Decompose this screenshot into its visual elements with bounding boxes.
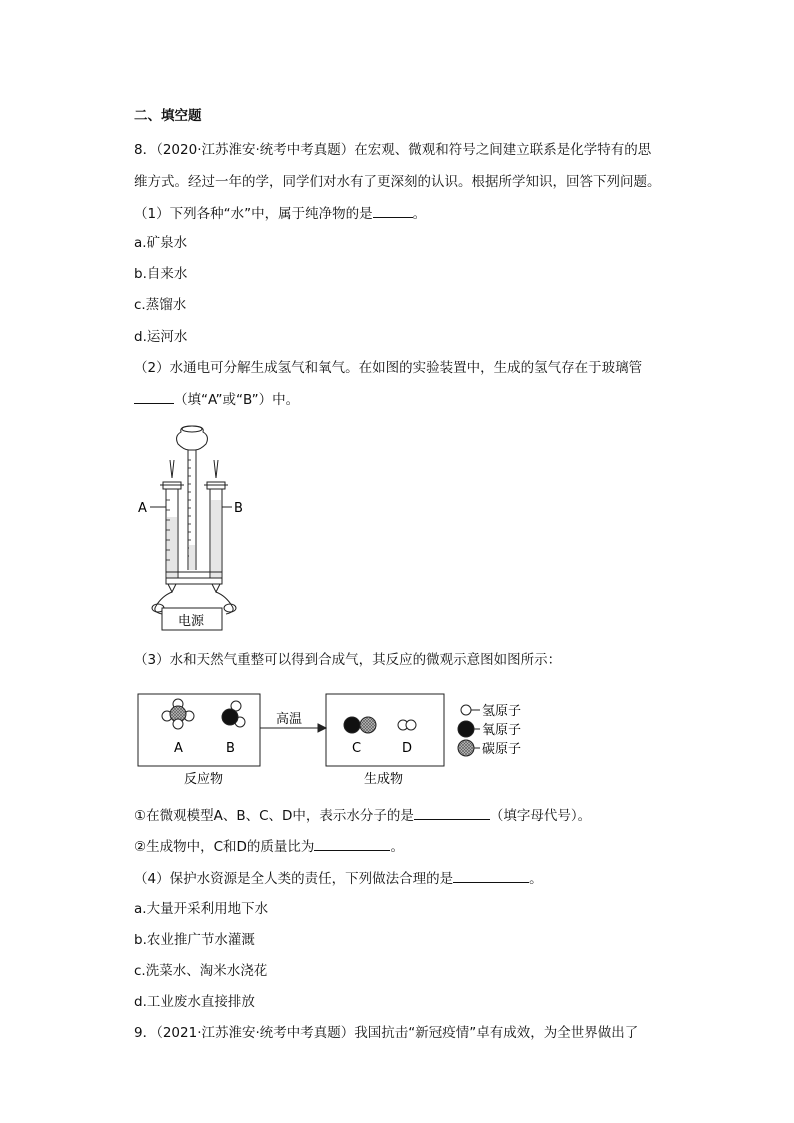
q8-part3-text: （3）水和天然气重整可以得到合成气，其反应的微观示意图如图所示： [134,652,562,668]
product-d-label: D [402,741,413,756]
q8-part2-text: （填“A”或“B”）中。 [174,392,300,408]
q8-part3-1-text: ①在微观模型A、B、C、D中，表示水分子的是 [134,808,414,824]
q8-part3-1 [134,805,591,826]
reactant-b-label: B [226,741,235,756]
q8-part1-text: （1）下列各种“水”中，属于纯净物的是 [134,206,373,222]
q8-part2-line1: （2）水通电可分解生成氢气和氧气。在如图的实验装置中，生成的氢气存在于玻璃管 [134,360,643,376]
option-d: d.运河水 [134,329,188,345]
tube-a-label: A [138,501,147,516]
answer-blank[interactable] [453,868,529,883]
option-b: b.农业推广节水灌溉 [134,932,255,948]
legend-hydrogen: 氢原子 [482,704,522,719]
answer-blank[interactable] [414,805,490,820]
option-b: b.自来水 [134,266,188,282]
q8-part1-end: 。 [412,206,427,222]
q8-part4-text: （4）保护水资源是全人类的责任，下列做法合理的是 [134,871,454,887]
reaction-condition: 高温 [276,712,303,727]
power-supply-label: 电源 [178,614,205,629]
q8-part2-line2 [134,389,299,410]
option-c: c.蒸馏水 [134,297,187,313]
q9-intro-line1: 9．（2021·江苏淮安·统考中考真题）我国抗击“新冠疫情”卓有成效，为全世界做出了 [134,1025,639,1041]
reactant-a-label: A [174,741,183,756]
option-c: c.洗菜水、淘米水浇花 [134,963,268,979]
answer-blank[interactable] [314,836,390,851]
option-a: a.大量开采利用地下水 [134,901,269,917]
option-a: a.矿泉水 [134,235,188,251]
q8-part3-1-end: （填字母代号）。 [489,808,592,824]
electrolysis-apparatus-diagram [132,420,252,635]
q8-part1 [134,203,426,224]
q8-intro-line1: 8．（2020·江苏淮安·统考中考真题）在宏观、微观和符号之间建立联系是化学特有的思 [134,142,652,158]
q8-part3-2-text: ②生成物中，C和D的质量比为 [134,839,315,855]
products-caption: 生成物 [364,772,404,787]
q8-part4 [134,868,543,889]
legend-carbon: 碳原子 [482,742,522,757]
reaction-micro-diagram [130,688,550,790]
reactants-caption: 反应物 [184,772,224,787]
product-c-label: C [352,741,362,756]
tube-b-label: B [234,501,243,516]
answer-blank[interactable] [373,203,413,218]
q8-part3-2-end: 。 [390,839,404,855]
q8-intro-line2: 维方式。经过一年的学，同学们对水有了更深刻的认识。根据所学知识，回答下列问题。 [134,174,661,190]
section-title: 二、填空题 [134,108,202,124]
q8-part4-end: 。 [529,871,543,887]
answer-blank[interactable] [134,389,174,404]
legend-oxygen: 氧原子 [482,723,522,738]
option-d: d.工业废水直接排放 [134,994,255,1010]
q8-part3-2 [134,836,404,857]
